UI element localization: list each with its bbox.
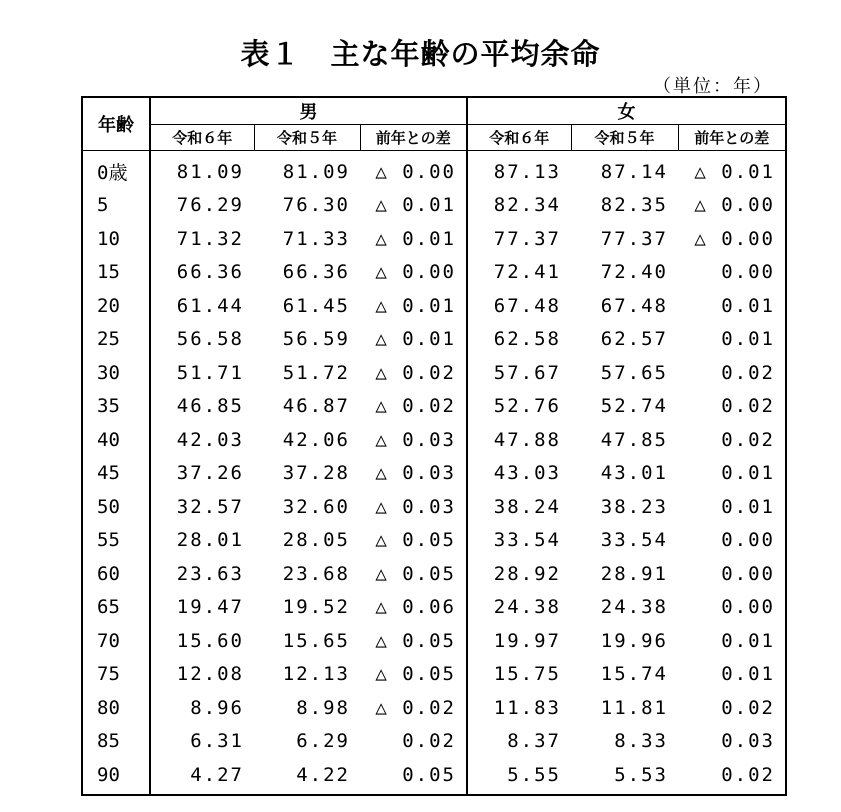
female-group-header: 女 — [467, 97, 786, 125]
female-diff-cell: 0.02 — [721, 361, 775, 384]
male-r5-cell: 15.65 — [282, 629, 350, 652]
female-r6-cell: 43.03 — [493, 462, 561, 485]
female-r5-cell: 11.81 — [600, 696, 668, 719]
female-diff-cell: 0.01 — [721, 328, 775, 351]
male-group-header: 男 — [150, 97, 467, 125]
col-header-male-r6: 令和６年 — [150, 125, 254, 151]
male-r6-cell: 8.96 — [190, 696, 244, 719]
male-r6-cell: 76.29 — [176, 194, 244, 217]
female-r6-cell: 82.34 — [493, 194, 561, 217]
female-r6-cell: 47.88 — [493, 428, 561, 451]
age-column-header: 年齢 — [82, 97, 150, 151]
male-diff-cell: 0.02 — [360, 725, 467, 759]
female-r6-cell: 5.55 — [507, 763, 561, 786]
female-diff-cell: 0.01 — [721, 462, 775, 485]
female-r6-cell: 72.41 — [493, 261, 561, 284]
female-r6-cell: 67.48 — [493, 294, 561, 317]
male-diff-cell: △ 0.03 — [360, 423, 467, 457]
female-r5-cell: 62.57 — [600, 328, 668, 351]
male-r5-cell: 8.98 — [296, 696, 350, 719]
age-cell: 15 — [82, 256, 150, 290]
col-header-male-r5: 令和５年 — [254, 125, 360, 151]
male-diff-cell: △ 0.00 — [360, 256, 467, 290]
female-r5-cell: 15.74 — [600, 663, 668, 686]
col-header-female-r6: 令和６年 — [467, 125, 571, 151]
table-row — [82, 356, 786, 390]
male-r5-cell: 19.52 — [282, 596, 350, 619]
male-r6-cell: 42.03 — [176, 428, 244, 451]
table-row — [82, 591, 786, 625]
female-diff-cell: △ 0.01 — [694, 160, 775, 183]
female-r6-cell: 52.76 — [493, 395, 561, 418]
female-r5-cell: 24.38 — [600, 596, 668, 619]
male-r5-cell: 32.60 — [282, 495, 350, 518]
female-diff-cell: 0.00 — [721, 261, 775, 284]
female-diff-cell: △ 0.00 — [694, 194, 775, 217]
male-diff-cell: △ 0.01 — [360, 189, 467, 223]
female-r5-cell: 5.53 — [614, 763, 668, 786]
table-row — [82, 289, 786, 323]
male-diff-cell: 0.05 — [360, 758, 467, 795]
male-r6-cell: 56.58 — [176, 328, 244, 351]
age-cell: 55 — [82, 524, 150, 558]
female-r5-cell: 57.65 — [600, 361, 668, 384]
female-r5-cell: 52.74 — [600, 395, 668, 418]
female-r6-cell: 33.54 — [493, 529, 561, 552]
female-r6-cell: 19.97 — [493, 629, 561, 652]
age-cell: 45 — [82, 457, 150, 491]
male-diff-cell: △ 0.06 — [360, 591, 467, 625]
female-r5-cell: 72.40 — [600, 261, 668, 284]
male-r5-cell: 12.13 — [282, 663, 350, 686]
age-cell: 85 — [82, 725, 150, 759]
male-diff-cell: △ 0.05 — [360, 557, 467, 591]
male-diff-cell: △ 0.01 — [360, 222, 467, 256]
age-cell: 35 — [82, 390, 150, 424]
male-r5-cell: 56.59 — [282, 328, 350, 351]
female-r6-cell: 28.92 — [493, 562, 561, 585]
age-cell: 65 — [82, 591, 150, 625]
female-diff-cell: 0.00 — [721, 596, 775, 619]
male-r6-cell: 61.44 — [176, 294, 244, 317]
female-diff-cell: 0.02 — [721, 395, 775, 418]
table-row — [82, 151, 786, 189]
male-r6-cell: 6.31 — [190, 730, 244, 753]
table-row — [82, 658, 786, 692]
table-row — [82, 189, 786, 223]
male-r6-cell: 23.63 — [176, 562, 244, 585]
female-r5-cell: 8.33 — [614, 730, 668, 753]
male-r6-cell: 66.36 — [176, 261, 244, 284]
female-r5-cell: 47.85 — [600, 428, 668, 451]
col-header-male-diff: 前年との差 — [360, 125, 467, 151]
male-diff-cell: △ 0.05 — [360, 524, 467, 558]
male-diff-cell: △ 0.05 — [360, 624, 467, 658]
male-r6-cell: 28.01 — [176, 529, 244, 552]
age-cell: 40 — [82, 423, 150, 457]
female-r5-cell: 33.54 — [600, 529, 668, 552]
age-cell: 60 — [82, 557, 150, 591]
male-r5-cell: 76.30 — [282, 194, 350, 217]
male-diff-cell: △ 0.01 — [360, 323, 467, 357]
male-diff-cell: △ 0.03 — [360, 457, 467, 491]
male-r6-cell: 12.08 — [176, 663, 244, 686]
female-diff-cell: 0.00 — [721, 529, 775, 552]
female-diff-cell: 0.02 — [721, 696, 775, 719]
male-diff-cell: △ 0.05 — [360, 658, 467, 692]
female-r5-cell: 28.91 — [600, 562, 668, 585]
male-r5-cell: 61.45 — [282, 294, 350, 317]
unit-label: （単位：年） — [653, 76, 773, 97]
female-diff-cell: 0.03 — [721, 730, 775, 753]
male-r6-cell: 81.09 — [176, 160, 244, 183]
female-diff-cell: △ 0.00 — [694, 227, 775, 250]
table-row — [82, 390, 786, 424]
age-cell: 5 — [82, 189, 150, 223]
age-cell: 20 — [82, 289, 150, 323]
table-row — [82, 725, 786, 759]
male-diff-cell: △ 0.00 — [360, 151, 467, 189]
table-row — [82, 557, 786, 591]
table-row — [82, 222, 786, 256]
table-row — [82, 524, 786, 558]
male-r6-cell: 46.85 — [176, 395, 244, 418]
male-r6-cell: 4.27 — [190, 763, 244, 786]
table-row — [82, 323, 786, 357]
female-r6-cell: 77.37 — [493, 227, 561, 250]
age-cell: 90 — [82, 758, 150, 795]
female-r5-cell: 67.48 — [600, 294, 668, 317]
male-diff-cell: △ 0.01 — [360, 289, 467, 323]
female-r5-cell: 38.23 — [600, 495, 668, 518]
male-r6-cell: 37.26 — [176, 462, 244, 485]
female-r5-cell: 77.37 — [600, 227, 668, 250]
age-cell: 50 — [82, 490, 150, 524]
female-r5-cell: 87.14 — [600, 160, 668, 183]
table-row — [82, 256, 786, 290]
table-row — [82, 423, 786, 457]
table-row — [82, 624, 786, 658]
age-cell: 80 — [82, 691, 150, 725]
male-r5-cell: 71.33 — [282, 227, 350, 250]
female-diff-cell: 0.02 — [721, 763, 775, 786]
table-row — [82, 457, 786, 491]
female-r6-cell: 38.24 — [493, 495, 561, 518]
age-cell: 10 — [82, 222, 150, 256]
life-expectancy-table — [81, 96, 787, 796]
age-cell: 25 — [82, 323, 150, 357]
female-r5-cell: 19.96 — [600, 629, 668, 652]
table-body — [82, 151, 786, 795]
male-r5-cell: 46.87 — [282, 395, 350, 418]
female-r6-cell: 87.13 — [493, 160, 561, 183]
male-diff-cell: △ 0.02 — [360, 356, 467, 390]
male-r5-cell: 37.28 — [282, 462, 350, 485]
female-diff-cell: 0.02 — [721, 428, 775, 451]
page-title: 表１ 主な年齢の平均余命 — [240, 37, 601, 71]
female-diff-cell: 0.01 — [721, 663, 775, 686]
male-r6-cell: 15.60 — [176, 629, 244, 652]
male-r5-cell: 4.22 — [296, 763, 350, 786]
female-r6-cell: 8.37 — [507, 730, 561, 753]
male-r6-cell: 71.32 — [176, 227, 244, 250]
female-r6-cell: 15.75 — [493, 663, 561, 686]
male-r5-cell: 66.36 — [282, 261, 350, 284]
table-row — [82, 490, 786, 524]
female-r5-cell: 43.01 — [600, 462, 668, 485]
male-diff-cell: △ 0.02 — [360, 390, 467, 424]
age-cell: 70 — [82, 624, 150, 658]
male-r5-cell: 81.09 — [282, 160, 350, 183]
table-row — [82, 758, 786, 795]
female-r5-cell: 82.35 — [600, 194, 668, 217]
male-diff-cell: △ 0.03 — [360, 490, 467, 524]
table-row — [82, 691, 786, 725]
age-cell: 0歳 — [82, 151, 150, 189]
female-diff-cell: 0.01 — [721, 629, 775, 652]
age-cell: 75 — [82, 658, 150, 692]
female-diff-cell: 0.00 — [721, 562, 775, 585]
female-r6-cell: 62.58 — [493, 328, 561, 351]
age-cell: 30 — [82, 356, 150, 390]
female-r6-cell: 57.67 — [493, 361, 561, 384]
male-r5-cell: 23.68 — [282, 562, 350, 585]
male-r5-cell: 6.29 — [296, 730, 350, 753]
male-r5-cell: 51.72 — [282, 361, 350, 384]
col-header-female-r5: 令和５年 — [571, 125, 678, 151]
female-diff-cell: 0.01 — [721, 294, 775, 317]
col-header-female-diff: 前年との差 — [678, 125, 786, 151]
male-r6-cell: 32.57 — [176, 495, 244, 518]
male-r5-cell: 28.05 — [282, 529, 350, 552]
female-diff-cell: 0.01 — [721, 495, 775, 518]
female-r6-cell: 24.38 — [493, 596, 561, 619]
male-diff-cell: △ 0.02 — [360, 691, 467, 725]
male-r6-cell: 51.71 — [176, 361, 244, 384]
female-r6-cell: 11.83 — [493, 696, 561, 719]
male-r6-cell: 19.47 — [176, 596, 244, 619]
male-r5-cell: 42.06 — [282, 428, 350, 451]
